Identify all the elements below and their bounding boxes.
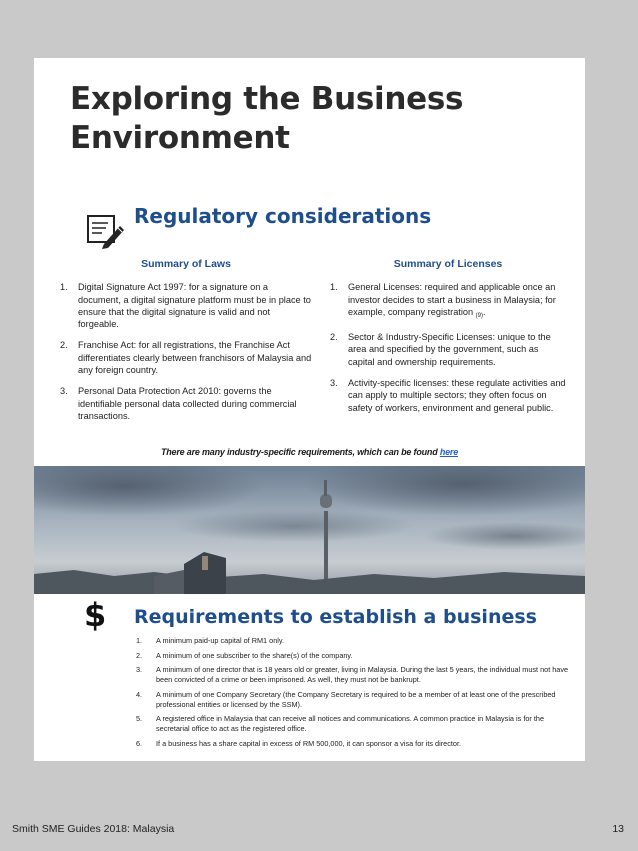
list-item [330,281,566,322]
item-number: 6. [136,738,143,748]
licenses-title: Summary of Licenses [393,258,503,270]
item-number: 3. [60,386,68,397]
item-number: 3. [330,378,338,389]
list-item [60,339,312,376]
item-number: 1. [60,282,68,293]
item-text: A minimum paid-up capital of RM1 only. [156,636,285,645]
industry-note [34,447,585,457]
citation-subscript: (9) [475,312,484,319]
item-text: If a business has a share capital in excess of RM 500,000, it can sponsor a visa for its director. [156,738,462,748]
document-pen-icon [84,208,126,250]
list-item [136,651,572,661]
regulatory-heading: Regulatory considerations [134,204,432,228]
requirements-heading: Requirements to establish a business [134,606,537,628]
page-title: Exploring the Business Environment [70,81,464,156]
city-skyline-photo [34,466,585,594]
list-item [136,636,572,646]
item-text: Franchise Act: for all registrations, the Franchise Act differentiates clearly between franchisors of Malaysia and any foreign country. [78,340,312,376]
requirements-list [136,636,572,753]
dollar-icon: $ [84,596,107,634]
list-item [136,739,572,749]
footer-guide-title: Smith SME Guides 2018: Malaysia [12,823,175,835]
item-text: Sector & Industry-Specific Licenses: unique to the area and specified by the government, such as capital and ownership requirements. [348,332,551,367]
item-number: 2. [60,340,68,351]
list-item [330,331,566,368]
item-text: General Licenses: required and applicable once an investor decides to start a business in Malaysia; for example, company registration [348,282,556,317]
item-number: 1. [136,636,143,645]
list-item [136,690,572,710]
item-text: Activity-specific licenses: these regulate activities and can apply to multiple sectors; they often focus on safety of workers, environment and general public. [348,378,566,413]
page-footer [0,818,638,842]
list-item [60,385,312,422]
list-item [136,665,572,685]
laws-title: Summary of Laws [141,258,231,270]
item-number: 5. [136,714,143,723]
note-text: There are many industry-specific requirements, which can be found [160,447,440,457]
item-number: 2. [330,332,338,343]
licenses-list [330,281,566,414]
item-number: 3. [136,665,143,674]
item-text: A minimum of one director that is 18 years old or greater, living in Malaysia. During the last 5 years, the individual must not have been convicted of a crime or been imprisoned. As well, they must not be bankrupt. [156,665,569,684]
list-item [60,281,312,330]
item-text: A registered office in Malaysia that can receive all notices and communications. A common practice in Malaysia is for the secretarial office to act as the registered office. [156,714,545,733]
list-item [136,714,572,734]
item-number: 2. [136,650,143,660]
item-number: 4. [136,689,143,699]
here-link[interactable]: here [439,447,459,457]
item-tail: . [483,306,486,317]
laws-list [60,281,312,422]
list-item [330,377,566,414]
document-page [34,58,585,761]
item-text: A minimum of one subscriber to the share(s) of the company. [156,650,353,660]
item-text: Digital Signature Act 1997: for a signature on a document, a digital signature platform must be in place to ensure that the digital signature is valid and not forgeable. [78,282,311,330]
licenses-column [330,258,566,423]
laws-column [60,258,312,431]
item-text: A minimum of one Company Secretary (the Company Secretary is required to be a member of at least one of the prescribed professional entities or licensed by the SSM). [156,689,556,709]
item-number: 1. [330,282,338,293]
page-number: 13 [612,823,624,835]
item-text: Personal Data Protection Act 2010: governs the identifiable personal data collected during commercial transactions. [78,386,297,421]
